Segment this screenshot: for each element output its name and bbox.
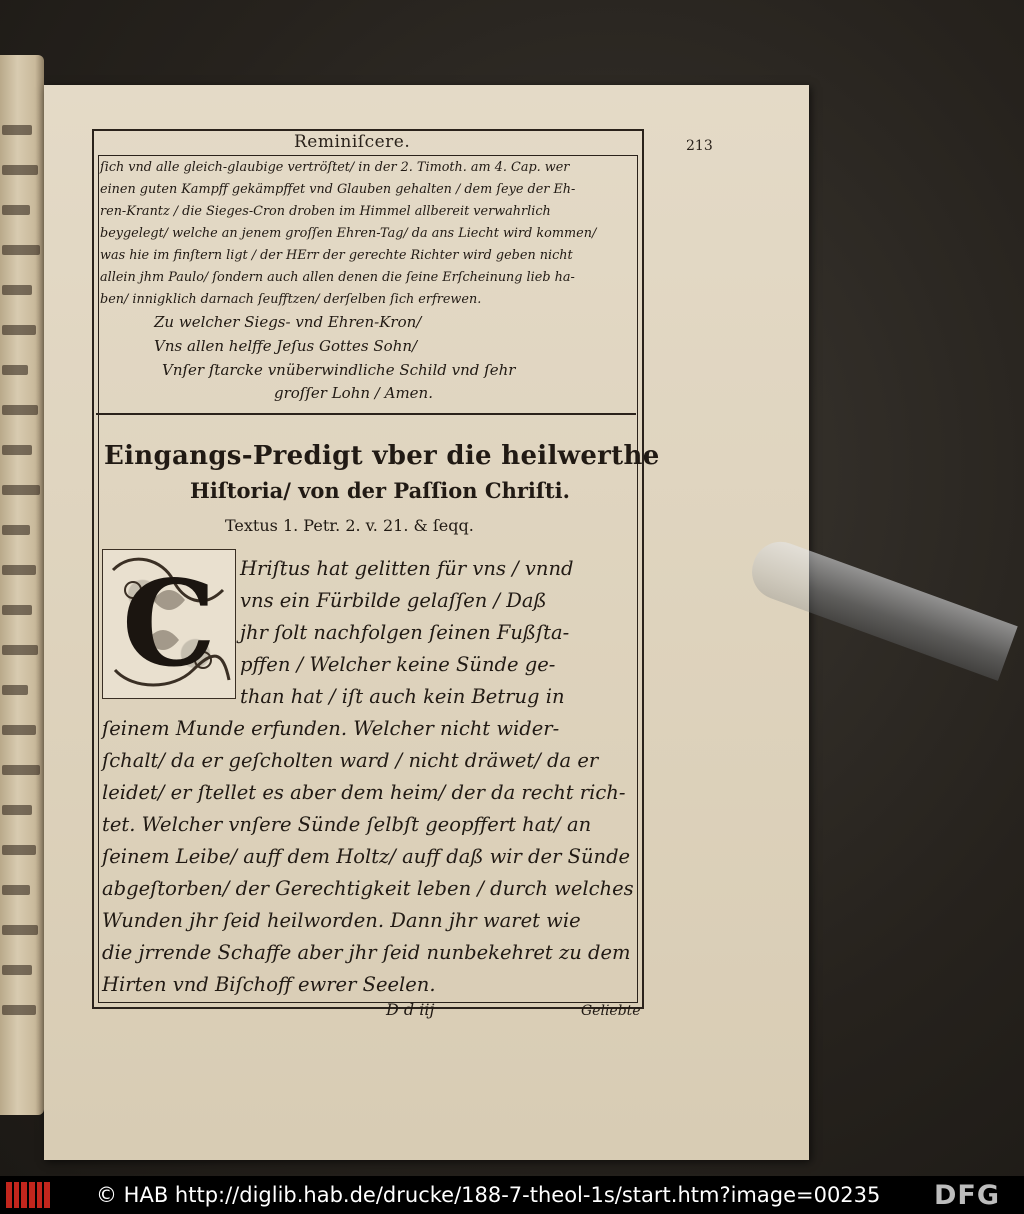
sermon-subheading: Hiſtoria/ von der Paſſion Chriſti. (190, 478, 570, 503)
text-line: Hriſtus hat gelitten für vns / vnnd (240, 557, 574, 580)
text-line: abgeſtorben/ der Gerechtigkeit leben / durch welches (102, 877, 634, 900)
text-line: pffen / Welcher keine Sünde ge- (240, 653, 556, 676)
verse-line: Zu welcher Siegs- vnd Ehren-Kron/ (154, 313, 422, 331)
text-line: ren-Krantz / die Sieges-Cron droben im Himmel allbereit verwahrlich (100, 204, 551, 219)
adjacent-page-edge (0, 55, 44, 1115)
text-line: allein jhm Paulo/ ſondern auch allen denen die ſeine Erſcheinung lieb ha- (100, 270, 575, 285)
text-line: einen guten Kampff gekämpffet vnd Glauben gehalten / dem ſeye der Eh- (100, 182, 576, 197)
hab-logo-icon[interactable] (6, 1182, 50, 1208)
text-line: beygelegt/ welche an jenem groſſen Ehren-Tag/ da ans Liecht wird kommen/ (100, 226, 597, 241)
text-line: Hirten vnd Biſchoff ewrer Seelen. (102, 973, 436, 996)
sermon-heading: Eingangs-Predigt vber die heilwerthe (104, 441, 660, 471)
text-line: leidet/ er ſtellet es aber dem heim/ der da recht rich- (102, 781, 626, 804)
section-rule (96, 413, 636, 415)
scripture-reference: Textus 1. Petr. 2. v. 21. & ſeqq. (225, 516, 474, 535)
text-line: than hat / iſt auch kein Betrug in (240, 685, 565, 708)
text-line: die jrrende Schaffe aber jhr ſeid nunbekehret zu dem (102, 941, 631, 964)
text-line: ben/ innigklich darnach ſeufftzen/ derſelben ſich erfrewen. (100, 292, 482, 307)
text-line: Wunden jhr ſeid heilworden. Dann jhr waret wie (102, 909, 581, 932)
text-line: ſchalt/ da er geſcholten ward / nicht dräwet/ da er (102, 749, 599, 772)
footer-bar (0, 1176, 1024, 1214)
page-number: 213 (686, 138, 713, 154)
verse-line: groſſer Lohn / Amen. (274, 384, 433, 402)
text-line: vns ein Fürbilde gelaſſen / Daß (240, 589, 547, 612)
text-line: ſeinem Munde erfunden. Welcher nicht wider- (102, 717, 560, 740)
text-line: was hie im finſtern ligt / der HErr der gerechte Richter wird geben nicht (100, 248, 573, 263)
signature-mark: D d iij (386, 1000, 435, 1019)
verse-line: Vns allen helffe Jeſus Gottes Sohn/ (154, 337, 418, 355)
text-line: jhr ſolt nachfolgen ſeinen Fußſta- (240, 621, 570, 644)
verse-line: Vnſer ſtarcke vnüberwindliche Schild vnd ſehr (162, 361, 516, 379)
text-line: ſich vnd alle gleich-glaubige vertröſtet/ in der 2. Timoth. am 4. Cap. wer (100, 160, 570, 175)
book-page (44, 85, 809, 1160)
text-line: tet. Welcher vnſere Sünde ſelbſt geopffert hat/ an (102, 813, 592, 836)
initial-letter: C (122, 554, 216, 693)
running-head: Reminiſcere. (294, 132, 411, 152)
text-line: ſeinem Leibe/ auff dem Holtz/ auff daß wir der Sünde (102, 845, 631, 868)
catchword: Geliebte (581, 1003, 641, 1019)
decorated-initial (102, 549, 236, 699)
source-link[interactable]: © HAB http://diglib.hab.de/drucke/188-7-theol-1s/start.htm?image=00235 (96, 1183, 881, 1207)
dfg-logo-icon[interactable]: DFG (934, 1180, 1001, 1211)
